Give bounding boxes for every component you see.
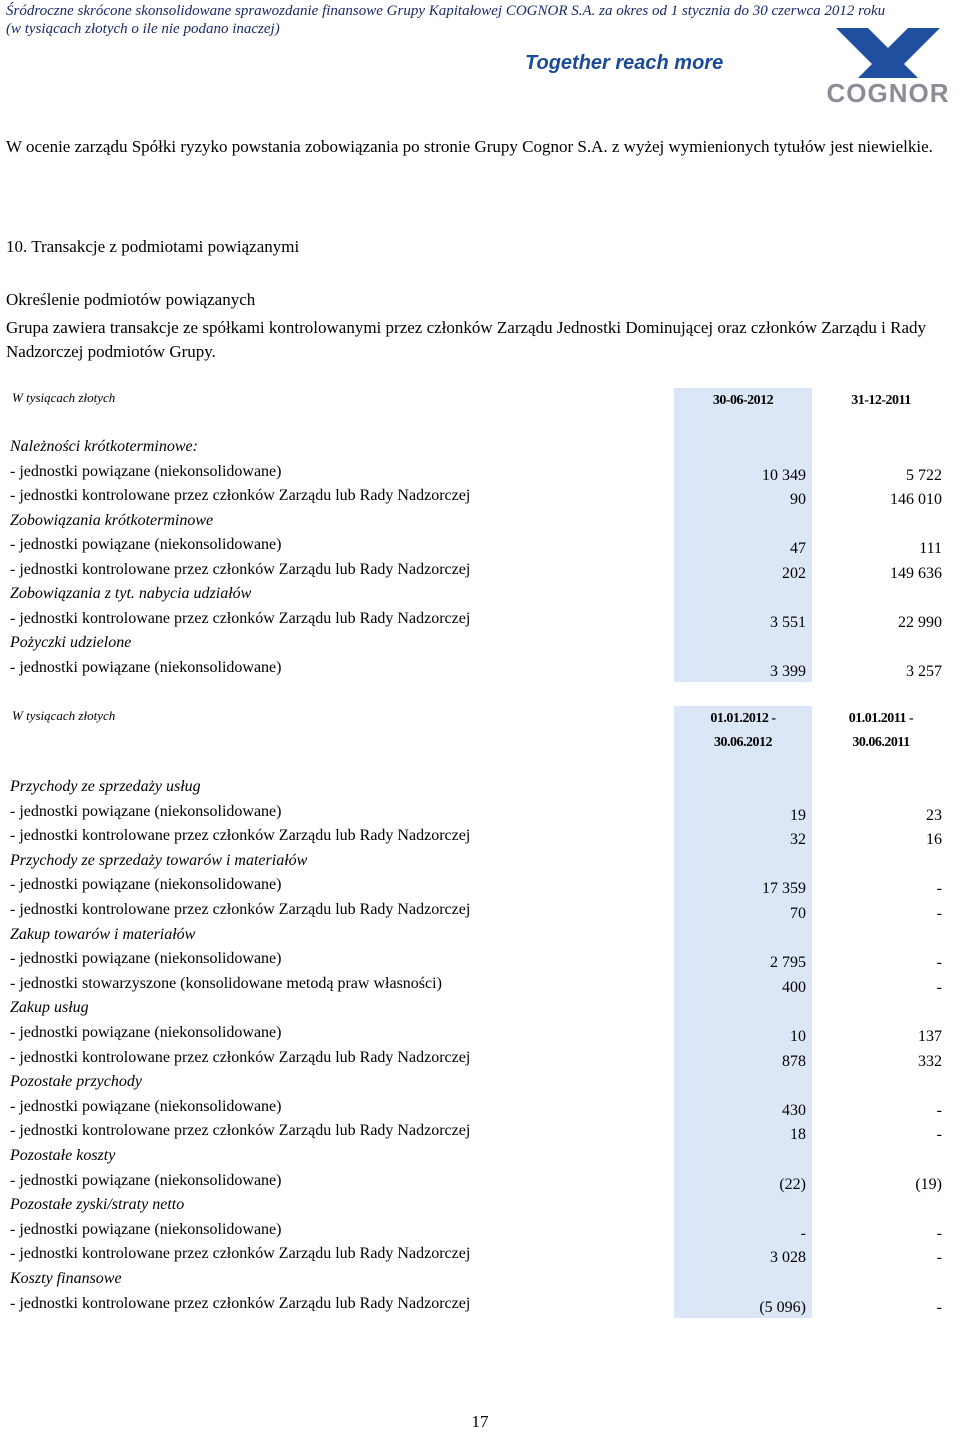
value-col2: - <box>936 1249 942 1267</box>
table-row <box>0 536 960 560</box>
row-category-label: Pożyczki udzielone <box>10 634 132 651</box>
row-label: - jednostki stowarzyszone (konsolidowane metodą praw własności) <box>10 974 442 992</box>
value-col1: (22) <box>779 1175 806 1193</box>
value-col1: 878 <box>782 1052 806 1070</box>
table-row <box>0 1147 960 1171</box>
section-description: Grupa zawiera transakcje ze spółkami kontrolowanymi przez członków Zarządu Jednostki Dominującej oraz członków Zarządu i Rady Nadzorczej podmiotów Grupy. <box>6 318 927 361</box>
row-category-label: Zobowiązania z tyt. nabycia udziałów <box>10 585 252 602</box>
value-col1: 90 <box>790 491 806 508</box>
row-category-label: Zobowiązania krótkoterminowe <box>10 511 214 529</box>
table-row <box>0 1098 960 1122</box>
value-col2: 16 <box>926 831 942 849</box>
value-col1: 2 795 <box>770 954 806 972</box>
table-row <box>0 876 960 900</box>
row-label: - jednostki kontrolowane przez członków Zarządu lub Rady Nadzorczej <box>10 487 471 504</box>
row-label: - jednostki powiązane (niekonsolidowane) <box>10 1220 282 1238</box>
table-row <box>0 778 960 802</box>
value-col1: 10 <box>790 1028 806 1045</box>
row-label: - jednostki powiązane (niekonsolidowane) <box>10 876 282 894</box>
row-label: - jednostki kontrolowane przez członków Zarządu lub Rady Nadzorczej <box>10 1245 471 1263</box>
row-label: - jednostki kontrolowane przez członków Zarządu lub Rady Nadzorczej <box>10 1122 471 1140</box>
row-label: - jednostki kontrolowane przez członków Zarządu lub Rady Nadzorczej <box>10 1048 471 1066</box>
table2-col2-header-line1: 01.01.2011 - <box>848 711 914 726</box>
value-col2: - <box>936 1298 942 1316</box>
table-row <box>0 926 960 950</box>
value-col1: - <box>800 1224 806 1242</box>
value-col1: (5 096) <box>759 1298 806 1316</box>
row-category-label: Zakup usług <box>10 999 89 1017</box>
row-category-label: Koszty finansowe <box>10 1270 122 1287</box>
table-row <box>0 827 960 851</box>
value-col1: 202 <box>782 564 806 582</box>
table-row <box>0 561 960 585</box>
table2-col1-header-line2: 30.06.2012 <box>714 735 772 750</box>
row-label: - jednostki kontrolowane przez członków Zarządu lub Rady Nadzorczej <box>10 560 471 578</box>
row-label: - jednostki powiązane (niekonsolidowane) <box>10 950 282 968</box>
cognor-x-icon <box>818 28 958 78</box>
table-row <box>0 852 960 876</box>
table-row <box>0 950 960 974</box>
table-row <box>0 512 960 536</box>
value-col1: 32 <box>790 831 806 849</box>
value-col2: - <box>936 880 942 898</box>
row-category-label: Należności krótkoterminowe: <box>10 438 198 455</box>
row-label: - jednostki powiązane (niekonsolidowane) <box>10 1024 282 1041</box>
table2-unit: W tysiącach złotych <box>12 708 116 723</box>
row-category-label: Pozostałe zyski/straty netto <box>10 1196 185 1214</box>
value-col2: 22 990 <box>898 613 942 631</box>
slogan: Together reach more <box>525 52 724 74</box>
row-label: - jednostki kontrolowane przez członków Zarządu lub Rady Nadzorczej <box>10 901 471 918</box>
table-row <box>0 1073 960 1097</box>
table-row <box>0 659 960 683</box>
table-row <box>0 1049 960 1073</box>
value-col1: 3 399 <box>770 662 806 680</box>
value-col2: 23 <box>926 806 942 824</box>
row-label: - jednostki kontrolowane przez członków Zarządu lub Rady Nadzorczej <box>10 609 471 627</box>
value-col2: 146 010 <box>890 491 942 508</box>
table-row <box>0 463 960 487</box>
value-col2: (19) <box>915 1175 942 1193</box>
table-row <box>0 1295 960 1319</box>
table-row <box>0 1270 960 1294</box>
table-row <box>0 1221 960 1245</box>
value-col2: - <box>936 1224 942 1242</box>
value-col1: 18 <box>790 1126 806 1144</box>
value-col2: - <box>936 905 942 922</box>
table2-col2-header-line2: 30.06.2011 <box>852 735 910 750</box>
value-col2: 5 722 <box>906 466 942 484</box>
table-row <box>0 1172 960 1196</box>
row-label: - jednostki powiązane (niekonsolidowane) <box>10 802 282 820</box>
row-category-label: Pozostałe przychody <box>10 1073 142 1091</box>
row-category-label: Pozostałe koszty <box>10 1147 116 1164</box>
value-col1: 430 <box>782 1101 806 1119</box>
table-row <box>0 901 960 925</box>
table-row <box>0 999 960 1023</box>
table2-col1-header-line1: 01.01.2012 - <box>710 711 776 726</box>
value-col1: 10 349 <box>762 466 806 484</box>
table-row <box>0 634 960 658</box>
row-label: - jednostki powiązane (niekonsolidowane) <box>10 1171 282 1189</box>
value-col1: 3 551 <box>770 613 806 631</box>
value-col2: - <box>936 978 942 996</box>
value-col1: 400 <box>782 978 806 996</box>
section-title: 10. Transakcje z podmiotami powiązanymi <box>6 237 300 256</box>
value-col2: - <box>936 1101 942 1119</box>
table-row <box>0 585 960 609</box>
table-row <box>0 610 960 634</box>
row-category-label: Zakup towarów i materiałów <box>10 925 196 943</box>
value-col2: 332 <box>918 1052 942 1070</box>
value-col1: 17 359 <box>762 880 806 898</box>
value-col2: 149 636 <box>890 564 942 582</box>
row-label: - jednostki kontrolowane przez członków Zarządu lub Rady Nadzorczej <box>10 1294 471 1312</box>
row-label: - jednostki powiązane (niekonsolidowane) <box>10 1097 282 1115</box>
intro-paragraph: W ocenie zarządu Spółki ryzyko powstania zobowiązania po stronie Grupy Cognor S.A. z wyżej wymienionych tytułów jest niewielkie. <box>6 137 933 156</box>
table-row <box>0 803 960 827</box>
table-row <box>0 487 960 511</box>
value-col2: 3 257 <box>906 662 942 680</box>
row-category-label: Przychody ze sprzedaży towarów i materiałów <box>10 851 308 869</box>
value-col1: 70 <box>790 905 806 922</box>
table1-col2-header: 31-12-2011 <box>851 393 911 408</box>
value-col2: - <box>936 954 942 972</box>
table-row <box>0 975 960 999</box>
row-category-label: Przychody ze sprzedaży usług <box>10 778 201 795</box>
logo-text: COGNOR <box>826 78 950 108</box>
table-row <box>0 438 960 462</box>
value-col2: 111 <box>919 540 942 557</box>
section-subtitle: Określenie podmiotów powiązanych <box>6 290 256 309</box>
value-col1: 3 028 <box>770 1249 806 1267</box>
value-col1: 47 <box>790 540 806 557</box>
table-row <box>0 1122 960 1146</box>
table-row <box>0 1245 960 1269</box>
report-header-subtitle: (w tysiącach złotych o ile nie podano inaczej) <box>6 21 280 37</box>
table1-col1-header: 30-06-2012 <box>712 393 774 408</box>
table1-unit: W tysiącach złotych <box>12 390 116 405</box>
table-row <box>0 1196 960 1220</box>
table-row <box>0 1024 960 1048</box>
row-label: - jednostki powiązane (niekonsolidowane) <box>10 462 282 480</box>
value-col2: 137 <box>918 1028 942 1045</box>
row-label: - jednostki kontrolowane przez członków Zarządu lub Rady Nadzorczej <box>10 827 471 845</box>
cognor-logo <box>818 28 958 108</box>
row-label: - jednostki powiązane (niekonsolidowane) <box>10 536 282 553</box>
page-number: 17 <box>471 1412 489 1431</box>
value-col1: 19 <box>790 806 806 824</box>
report-header-title: Śródroczne skrócone skonsolidowane sprawozdanie finansowe Grupy Kapitałowej COGNOR S.A. za okres od 1 stycznia do 30 czerwca 2012 roku <box>6 3 886 19</box>
value-col2: - <box>936 1126 942 1144</box>
row-label: - jednostki powiązane (niekonsolidowane) <box>10 658 282 676</box>
